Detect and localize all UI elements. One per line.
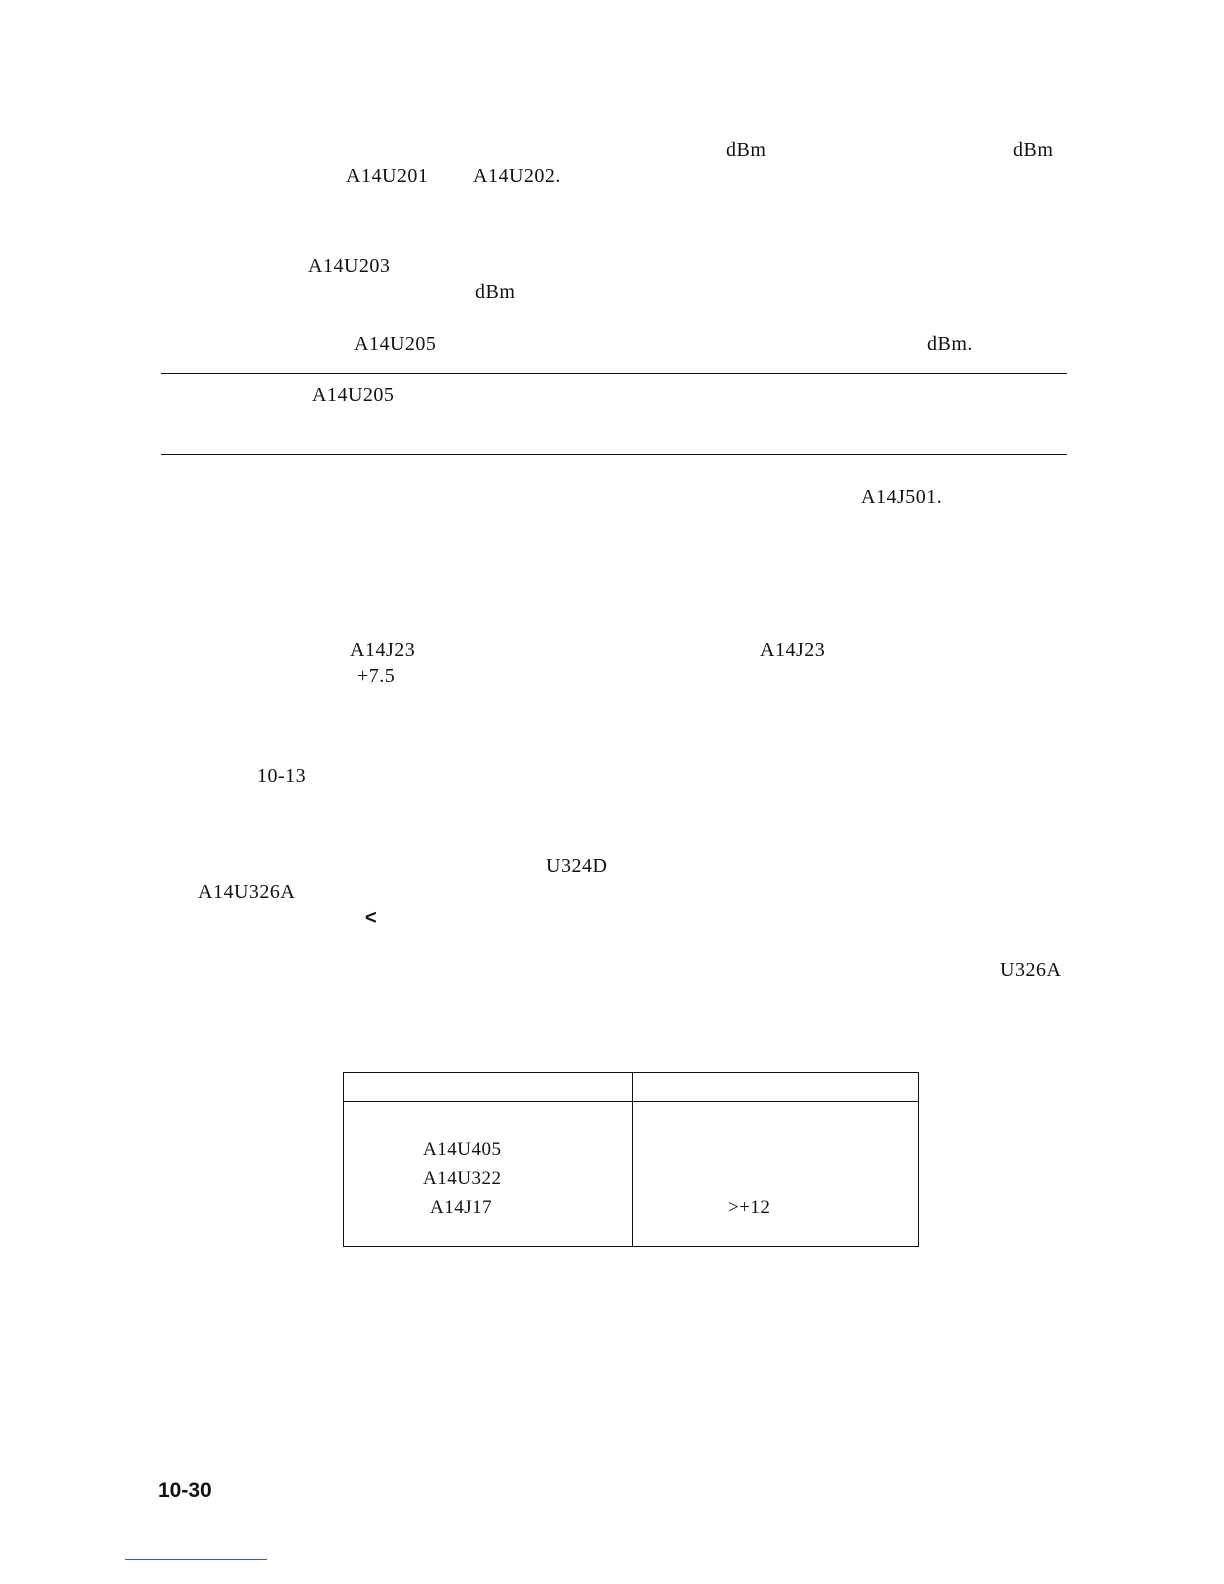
text-a14u202: A14U202. [473, 165, 561, 187]
table-cell-location-1: A14U405 [423, 1139, 502, 1160]
parts-table [343, 1072, 919, 1247]
table-header-border [344, 1101, 918, 1102]
text-a14j23-1: A14J23 [350, 639, 416, 661]
table-top-border [344, 1072, 918, 1073]
table-cell-value-3: >+12 [728, 1197, 771, 1218]
text-a14j23-2: A14J23 [760, 639, 826, 661]
text-a14u326a: A14U326A [198, 881, 296, 903]
text-u324d: U324D [546, 855, 608, 877]
table-cell-location-3: A14J17 [430, 1197, 493, 1218]
text-a14u201: A14U201 [346, 165, 429, 187]
text-plus-7-5: +7.5 [357, 665, 396, 687]
text-less-than: < [365, 907, 378, 929]
note-bottom-rule [161, 454, 1067, 455]
text-a14j501: A14J501. [861, 486, 943, 508]
text-dbm-1: dBm [726, 139, 767, 161]
text-figure-10-13: 10-13 [257, 765, 307, 787]
text-a14u205-1: A14U205 [354, 333, 437, 355]
text-dbm-2: dBm [1013, 139, 1054, 161]
text-u326a: U326A [1000, 959, 1062, 981]
text-a14u205-2: A14U205 [312, 384, 395, 406]
text-a14u203: A14U203 [308, 255, 391, 277]
page-number: 10-30 [158, 1479, 212, 1502]
table-column-divider [632, 1072, 633, 1246]
table-cell-location-2: A14U322 [423, 1168, 502, 1189]
text-dbm-4: dBm. [927, 333, 973, 355]
text-dbm-3: dBm [475, 281, 516, 303]
footer-link-underline[interactable] [125, 1559, 267, 1560]
note-top-rule [161, 373, 1067, 374]
